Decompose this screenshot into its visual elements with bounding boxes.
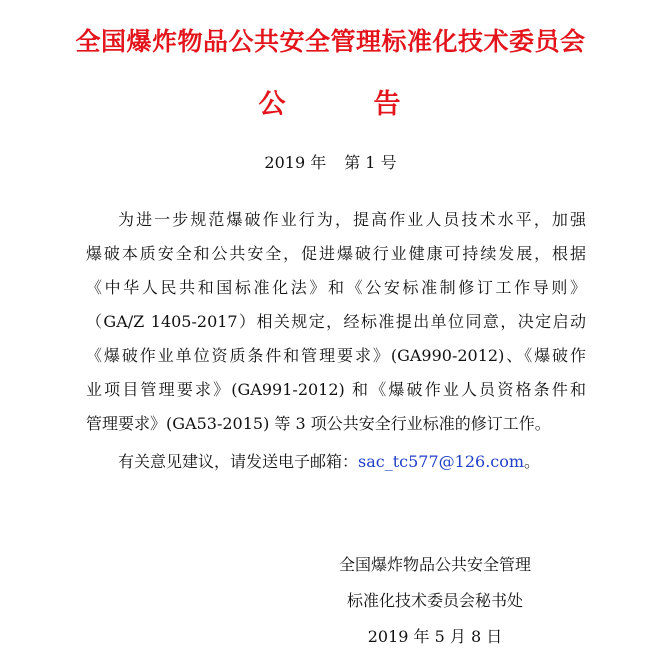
body-line-7: 管理要求》(GA53-2015) 等 3 项公共安全行业标准的修订工作。 — [86, 414, 551, 433]
document-number — [0, 150, 661, 173]
contact-line — [118, 452, 586, 472]
signature-org-line-1: 全国爆炸物品公共安全管理 — [338, 555, 531, 574]
signature-date: 2019 年 5 月 8 日 — [367, 627, 503, 646]
organization-title: 全国爆炸物品公共安全管理标准化技术委员会 — [75, 27, 586, 56]
body-line-2: 爆破本质安全和公共安全，促进爆破行业健康可持续发展，根据 — [86, 244, 586, 263]
contact-prefix: 有关意见建议，请发送电子邮箱： — [118, 452, 359, 471]
body-line-1: 为进一步规范爆破作业行为，提高作业人员技术水平，加强 — [118, 210, 586, 229]
announcement-title — [0, 82, 661, 121]
document-year: 2019 年 — [264, 153, 327, 172]
announcement-title-char-1: 公 — [258, 89, 288, 120]
body-line-4: （GA/Z 1405-2017）相关规定，经标准提出单位同意，决定启动 — [86, 312, 586, 331]
announcement-title-char-2: 告 — [373, 89, 403, 120]
body-line-5: 《爆破作业单位资质条件和管理要求》(GA990-2012)、《爆破作 — [86, 346, 586, 365]
contact-email-link[interactable]: sac_tc577@126.com — [358, 452, 525, 471]
contact-suffix: 。 — [524, 452, 541, 471]
body-line-3: 《中华人民共和国标准化法》和《公安标准制修订工作导则》 — [86, 278, 586, 297]
document-issue: 第 1 号 — [344, 153, 397, 172]
signature-org-line-2: 标准化技术委员会秘书处 — [346, 591, 523, 610]
body-line-6: 业项目管理要求》(GA991-2012) 和《爆破作业人员资格条件和 — [86, 380, 586, 399]
